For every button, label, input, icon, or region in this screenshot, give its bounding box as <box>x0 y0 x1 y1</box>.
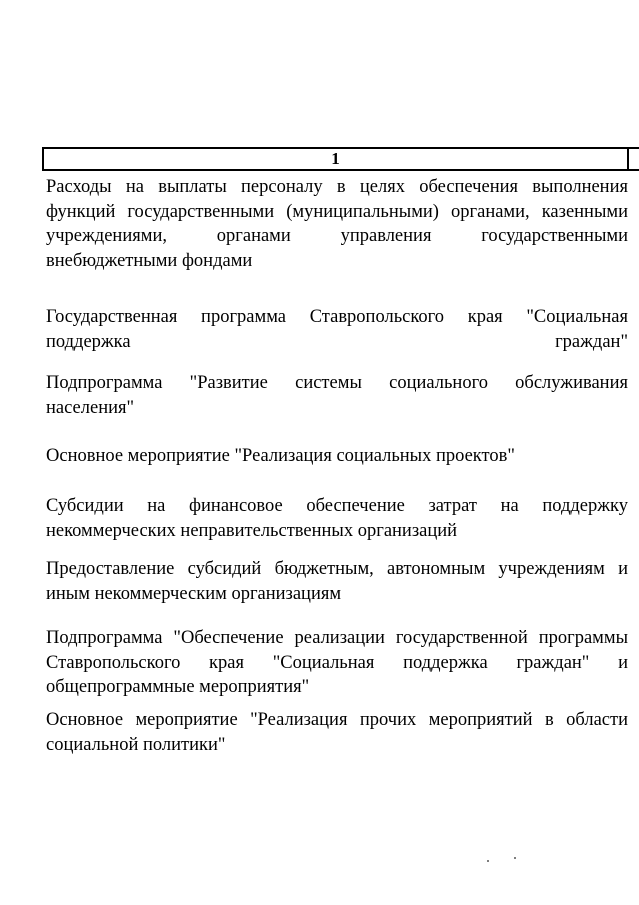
row-subsidies-nonprofits: Субсидии на финансовое обеспечение затрат на поддержку некоммерческих неправительственных организаций <box>46 496 628 541</box>
scan-speck <box>487 860 489 862</box>
row-main-activity-social-projects: Основное мероприятие "Реализация социальных проектов" <box>46 446 515 466</box>
row-personnel-expenses: Расходы на выплаты персоналу в целях обеспечения выполнения функций государственными (муниципальными) органами, казенными учреждениями, органами управления государственными внебюджетными фондами <box>46 177 628 271</box>
scan-speck <box>514 857 516 859</box>
column-number-header: 1 <box>331 149 340 168</box>
table-header-row <box>42 147 627 171</box>
row-subsidies-budget-institutions: Предоставление субсидий бюджетным, автономным учреждениям и иным некоммерческим организациям <box>46 559 628 604</box>
row-state-program: Государственная программа Ставропольского края "Социальная поддержка граждан" <box>46 307 628 352</box>
row-subprogram-implementation: Подпрограмма "Обеспечение реализации государственной программы Ставропольского края "Социальная поддержка граждан" и общепрограммные мероприятия" <box>46 628 628 697</box>
row-main-activity-other: Основное мероприятие "Реализация прочих мероприятий в области социальной политики" <box>46 710 628 755</box>
row-subprogram-social-services: Подпрограмма "Развитие системы социального обслуживания населения" <box>46 373 628 418</box>
next-column-header-stub <box>629 147 639 171</box>
